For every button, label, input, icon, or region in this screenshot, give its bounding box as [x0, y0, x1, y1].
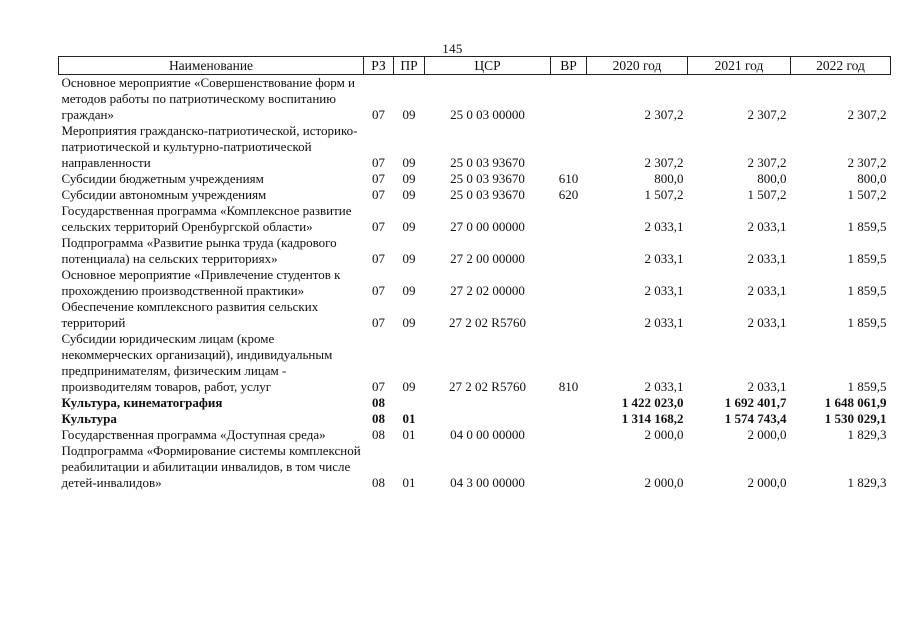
table-row [59, 203, 891, 235]
row-value-2020: 2 307,2 [644, 107, 684, 122]
row-value-2020: 1 422 023,0 [621, 395, 684, 410]
row-rz: 08 [372, 427, 385, 442]
header-year-2020: 2020 год [587, 57, 688, 75]
row-csr [425, 411, 551, 427]
row-pr: 09 [402, 171, 416, 186]
row-name: Культура, кинематография [61, 395, 223, 410]
row-rz: 07 [372, 251, 385, 266]
row-value-2020: 1 314 168,2 [621, 411, 684, 426]
row-name: Подпрограмма «Развитие рынка труда (кадрового потенциала) на сельских территориях» [61, 235, 337, 266]
row-value-2020: 2 033,1 [644, 219, 684, 234]
row-value-2022: 1 859,5 [847, 219, 887, 234]
row-value-2021: 2 033,1 [747, 219, 787, 234]
table-row [59, 427, 891, 443]
row-rz: 07 [372, 379, 385, 394]
row-pr: 09 [402, 283, 416, 298]
row-csr: 27 2 02 00000 [450, 283, 525, 298]
table-row [59, 235, 891, 267]
row-name: Государственная программа «Доступная среда» [61, 427, 326, 442]
row-pr: 09 [402, 187, 416, 202]
row-rz: 08 [372, 395, 385, 410]
row-pr: 09 [402, 155, 416, 170]
row-value-2022: 1 859,5 [847, 283, 887, 298]
table-row [59, 267, 891, 299]
row-vr [551, 411, 587, 427]
row-value-2022: 1 829,3 [847, 427, 887, 442]
row-value-2022: 1 507,2 [847, 187, 887, 202]
row-vr: 610 [558, 171, 579, 186]
row-value-2021: 2 307,2 [747, 155, 787, 170]
row-csr: 25 0 03 93670 [450, 171, 525, 186]
table-body [59, 75, 891, 492]
row-value-2020: 2 033,1 [644, 379, 684, 394]
row-value-2020: 2 307,2 [644, 155, 684, 170]
page-number: 145 [442, 41, 463, 56]
row-csr: 25 0 03 00000 [450, 107, 525, 122]
row-pr: 09 [402, 379, 416, 394]
row-name: Основное мероприятие «Совершенствование форм и методов работы по патриотическому воспитанию граждан» [61, 75, 356, 122]
row-csr: 27 2 02 R5760 [449, 315, 526, 330]
row-rz: 08 [372, 411, 385, 426]
row-pr: 01 [402, 475, 416, 490]
table-row [59, 331, 891, 395]
row-value-2022: 1 530 029,1 [824, 411, 887, 426]
table-header-row [59, 57, 891, 75]
row-value-2022: 2 307,2 [847, 155, 887, 170]
row-rz: 07 [372, 155, 385, 170]
table-row [59, 299, 891, 331]
row-value-2021: 2 033,1 [747, 379, 787, 394]
row-value-2022: 2 307,2 [847, 107, 887, 122]
row-rz: 07 [372, 187, 385, 202]
row-value-2021: 2 033,1 [747, 315, 787, 330]
row-rz: 07 [372, 107, 385, 122]
row-rz: 07 [372, 171, 385, 186]
header-year-2021: 2021 год [688, 57, 791, 75]
header-csr: ЦСР [425, 57, 551, 75]
header-pr: ПР [394, 57, 425, 75]
row-pr: 09 [402, 251, 416, 266]
row-value-2020: 2 033,1 [644, 315, 684, 330]
row-csr: 04 3 00 00000 [450, 475, 525, 490]
row-name: Государственная программа «Комплексное развитие сельских территорий Оренбургской области» [61, 203, 352, 234]
row-value-2020: 2 000,0 [644, 475, 684, 490]
row-csr: 25 0 03 93670 [450, 155, 525, 170]
row-value-2022: 1 859,5 [847, 379, 887, 394]
row-csr: 27 0 00 00000 [450, 219, 525, 234]
row-value-2021: 2 000,0 [747, 427, 787, 442]
row-value-2020: 800,0 [654, 171, 684, 186]
row-name: Субсидии автономным учреждениям [61, 187, 267, 202]
table-row [59, 171, 891, 187]
row-pr: 01 [402, 427, 416, 442]
row-value-2021: 2 307,2 [747, 107, 787, 122]
row-vr [551, 427, 587, 443]
row-name: Культура [61, 411, 117, 426]
row-vr [551, 203, 587, 235]
row-value-2020: 2 033,1 [644, 251, 684, 266]
header-year-2022: 2022 год [791, 57, 891, 75]
row-vr [551, 75, 587, 124]
row-name: Субсидии юридическим лицам (кроме некоммерческих организаций), индивидуальным предпринимателям, физическим лицам - производителям товаров, работ, услуг [61, 331, 333, 394]
row-rz: 07 [372, 219, 385, 234]
row-value-2021: 2 000,0 [747, 475, 787, 490]
row-pr [394, 395, 425, 411]
row-csr: 27 2 02 R5760 [449, 379, 526, 394]
table-row [59, 395, 891, 411]
header-name: Наименование [59, 57, 364, 75]
table-row [59, 123, 891, 171]
header-vr: ВР [551, 57, 587, 75]
row-pr: 09 [402, 107, 416, 122]
row-value-2021: 1 692 401,7 [724, 395, 787, 410]
row-csr: 27 2 00 00000 [450, 251, 525, 266]
row-vr [551, 395, 587, 411]
row-vr [551, 299, 587, 331]
row-vr [551, 443, 587, 491]
row-name: Мероприятия гражданско-патриотической, историко-патриотической и культурно-патриотической направленности [61, 123, 358, 170]
row-value-2022: 1 859,5 [847, 315, 887, 330]
row-value-2022: 1 648 061,9 [824, 395, 887, 410]
row-csr [425, 395, 551, 411]
row-value-2022: 800,0 [857, 171, 887, 186]
row-vr: 810 [558, 379, 579, 394]
row-name: Основное мероприятие «Привлечение студентов к прохождению производственной практики» [61, 267, 341, 298]
budget-table [58, 56, 891, 491]
table-row [59, 187, 891, 203]
row-csr: 25 0 03 93670 [450, 187, 525, 202]
table-row [59, 411, 891, 427]
row-value-2021: 1 507,2 [747, 187, 787, 202]
row-value-2022: 1 829,3 [847, 475, 887, 490]
table-row [59, 75, 891, 124]
row-pr: 01 [402, 411, 416, 426]
row-value-2022: 1 859,5 [847, 251, 887, 266]
row-name: Обеспечение комплексного развития сельских территорий [61, 299, 319, 330]
row-value-2020: 1 507,2 [644, 187, 684, 202]
table-row [59, 443, 891, 491]
row-name: Подпрограмма «Формирование системы комплексной реабилитации и абилитации инвалидов, в том числе детей-инвалидов» [61, 443, 361, 490]
row-rz: 07 [372, 283, 385, 298]
row-value-2021: 2 033,1 [747, 283, 787, 298]
row-vr [551, 267, 587, 299]
row-csr: 04 0 00 00000 [450, 427, 525, 442]
row-name: Субсидии бюджетным учреждениям [61, 171, 264, 186]
row-pr: 09 [402, 219, 416, 234]
row-rz: 08 [372, 475, 385, 490]
row-vr [551, 235, 587, 267]
row-value-2021: 1 574 743,4 [724, 411, 787, 426]
row-pr: 09 [402, 315, 416, 330]
header-rz: РЗ [364, 57, 394, 75]
row-vr [551, 123, 587, 171]
row-value-2020: 2 000,0 [644, 427, 684, 442]
row-value-2021: 800,0 [757, 171, 787, 186]
row-rz: 07 [372, 315, 385, 330]
row-value-2021: 2 033,1 [747, 251, 787, 266]
row-vr: 620 [558, 187, 579, 202]
row-value-2020: 2 033,1 [644, 283, 684, 298]
